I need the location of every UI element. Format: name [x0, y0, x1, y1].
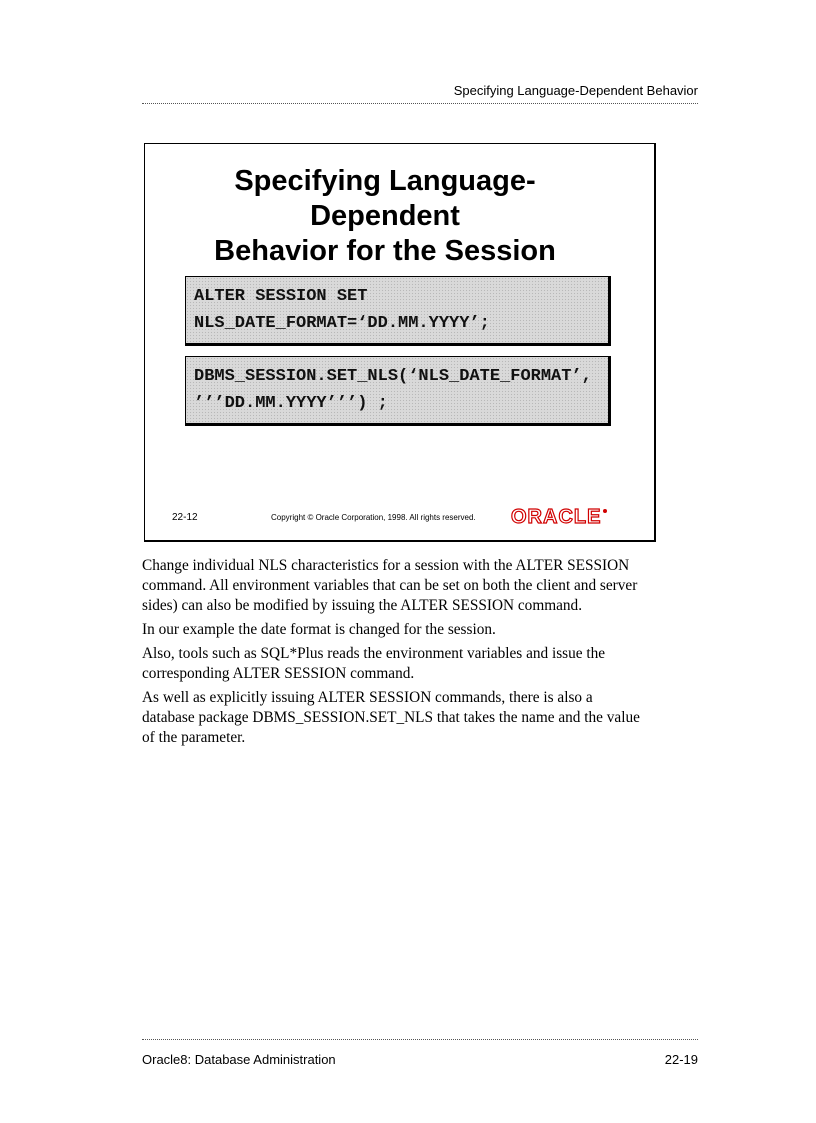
code-line: NLS_DATE_FORMAT=‘DD.MM.YYYY’;	[194, 314, 490, 333]
footer-rule	[142, 1039, 698, 1040]
oracle-logo-dot-icon	[603, 509, 607, 513]
paragraph: Also, tools such as SQL*Plus reads the environment variables and issue the corresponding ALTER SESSION command.	[142, 645, 606, 682]
slide-title-line-2: Behavior for the Session	[214, 235, 556, 267]
header-rule	[142, 103, 698, 104]
running-footer-title: Oracle8: Database Administration	[142, 1052, 336, 1067]
body-text	[142, 556, 642, 752]
paragraph: In our example the date format is changed for the session.	[142, 621, 496, 638]
running-header: Specifying Language-Dependent Behavior	[453, 83, 698, 98]
oracle-logo	[511, 506, 607, 528]
slide-number: 22-12	[172, 512, 198, 523]
paragraph: Change individual NLS characteristics for a session with the ALTER SESSION command. All environment variables that can be set on both the client and server sides) can also be modified by issuing the ALTER SESSION command.	[142, 557, 638, 614]
oracle-logo-text: ORACLE	[511, 505, 602, 528]
code-block-dbms-session	[185, 356, 611, 426]
paragraph: As well as explicitly issuing ALTER SESSION commands, there is also a database package DBMS_SESSION.SET_NLS that takes the name and the value of the parameter.	[142, 689, 640, 746]
code-line: ALTER SESSION SET	[194, 287, 368, 306]
slide-title-line-1: Specifying Language-Dependent	[234, 165, 536, 232]
slide-footer	[145, 506, 654, 530]
code-line: ’’’DD.MM.YYYY’’’) ;	[194, 394, 388, 413]
slide-title	[175, 164, 595, 269]
code-block-alter-session	[185, 276, 611, 346]
page-number: 22-19	[664, 1052, 698, 1067]
slide	[144, 143, 656, 542]
slide-copyright: Copyright © Oracle Corporation, 1998. All rights reserved.	[271, 513, 476, 522]
code-line: DBMS_SESSION.SET_NLS(‘NLS_DATE_FORMAT’,	[194, 367, 592, 386]
